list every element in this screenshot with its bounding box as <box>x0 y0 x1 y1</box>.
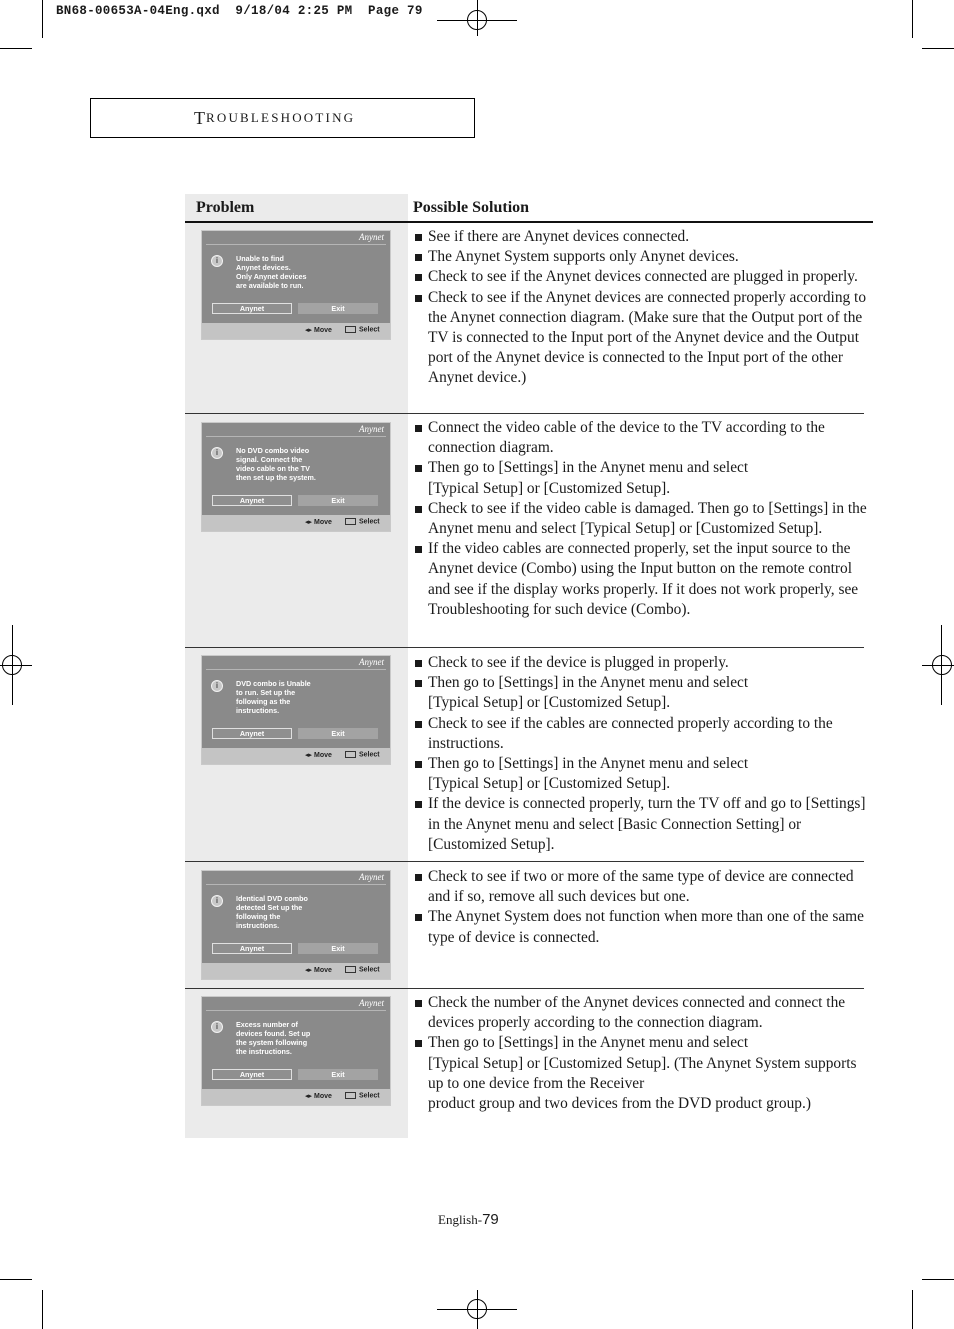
page-language: English- <box>438 1212 483 1227</box>
osd-message: DVD combo is Unable to run. Set up the following as the instructions. <box>236 679 311 716</box>
solution-item: Check the number of the Anynet devices connected and connect the devices properly according to the connection diagram. <box>414 993 874 1033</box>
osd-divider <box>206 884 386 885</box>
registration-line <box>941 625 942 705</box>
enter-icon <box>345 966 356 973</box>
solution-list <box>414 418 874 620</box>
osd-message: No DVD combo video signal. Connect the video cable on the TV then set up the system. <box>236 446 316 483</box>
page-number <box>438 1211 499 1228</box>
solution-item: Check to see if the video cable is damaged. Then go to [Settings] in the Anynet menu and select [Typical Setup] or [Customized Setup]. <box>414 499 874 539</box>
osd-footer <box>202 515 390 531</box>
crop-mark <box>0 48 32 49</box>
osd-select-hint: Select <box>345 326 380 333</box>
osd-move-hint: ◂▸ Move <box>305 519 332 526</box>
osd-exit-button: Exit <box>298 943 378 954</box>
solution-list <box>414 227 874 389</box>
solution-item: See if there are Anynet devices connected. <box>414 227 874 247</box>
section-title-initial: T <box>194 107 206 128</box>
osd-divider <box>206 244 386 245</box>
osd-exit-button: Exit <box>298 303 378 314</box>
registration-line <box>922 665 954 666</box>
osd-move-hint: ◂▸ Move <box>305 327 332 334</box>
crop-mark <box>42 0 43 38</box>
header-solution: Possible Solution <box>413 199 530 216</box>
osd-move-hint: ◂▸ Move <box>305 1093 332 1100</box>
section-title-rest: ROUBLESHOOTING <box>206 110 356 125</box>
table-row <box>185 414 873 648</box>
osd-divider <box>206 1010 386 1011</box>
table-row <box>185 862 873 989</box>
osd-footer <box>202 963 390 979</box>
table-row <box>185 223 873 414</box>
info-icon: i <box>211 680 223 692</box>
crop-mark <box>42 1290 43 1329</box>
osd-anynet-button: Anynet <box>212 1069 292 1080</box>
solution-item: If the video cables are connected properly, set the input source to the Anynet device (Combo) using the Input button on the remote control and see if the display works properly. If it does not work properly, see Troubleshooting for such device (Combo). <box>414 539 874 620</box>
crop-mark <box>922 48 954 49</box>
solution-item: Then go to [Settings] in the Anynet menu and select [Typical Setup] or [Customized Setup]. (The Anynet System supports up to one device from the Receiver product group and two devices from the DVD product group.) <box>414 1033 874 1114</box>
solution-item: If the device is connected properly, turn the TV off and go to [Settings] in the Anynet menu and select [Basic Connection Setting] or [Customized Setup]. <box>414 794 874 855</box>
osd-screen <box>201 230 391 340</box>
solution-item: Check to see if the cables are connected properly according to the instructions. <box>414 714 874 754</box>
osd-message: Excess number of devices found. Set up the system following the instructions. <box>236 1020 311 1057</box>
registration-line <box>0 665 32 666</box>
osd-anynet-button: Anynet <box>212 728 292 739</box>
solution-list <box>414 867 874 948</box>
enter-icon <box>345 751 356 758</box>
osd-screen <box>201 996 391 1106</box>
anynet-logo: Anynet <box>359 998 384 1008</box>
page-number-value: 79 <box>482 1211 499 1228</box>
osd-anynet-button: Anynet <box>212 943 292 954</box>
anynet-logo: Anynet <box>359 232 384 242</box>
osd-footer <box>202 1089 390 1105</box>
enter-icon <box>345 326 356 333</box>
solution-item: The Anynet System does not function when more than one of the same type of device is connected. <box>414 907 874 947</box>
solution-item: Connect the video cable of the device to the TV according to the connection diagram. <box>414 418 874 458</box>
solution-item: Then go to [Settings] in the Anynet menu and select [Typical Setup] or [Customized Setup]. <box>414 458 874 498</box>
table-header <box>185 194 873 223</box>
registration-line <box>477 0 478 36</box>
solution-item: Check to see if the device is plugged in properly. <box>414 653 874 673</box>
osd-anynet-button: Anynet <box>212 303 292 314</box>
osd-select-hint: Select <box>345 966 380 973</box>
osd-footer <box>202 323 390 339</box>
crop-mark <box>0 1279 32 1280</box>
osd-message: Identical DVD combo detected Set up the following the instructions. <box>236 894 308 931</box>
anynet-logo: Anynet <box>359 657 384 667</box>
osd-select-hint: Select <box>345 751 380 758</box>
solution-item: Check to see if two or more of the same type of device are connected and if so, remove all such devices but one. <box>414 867 874 907</box>
solution-item: Then go to [Settings] in the Anynet menu and select [Typical Setup] or [Customized Setup]. <box>414 754 874 794</box>
osd-message: Unable to find Anynet devices. Only Anynet devices are available to run. <box>236 254 307 291</box>
info-icon: i <box>211 255 223 267</box>
solution-item: Then go to [Settings] in the Anynet menu and select [Typical Setup] or [Customized Setup]. <box>414 673 874 713</box>
registration-line <box>477 1290 478 1329</box>
table-row <box>185 648 873 862</box>
solution-item: Check to see if the Anynet devices connected are plugged in properly. <box>414 267 874 287</box>
osd-exit-button: Exit <box>298 728 378 739</box>
enter-icon <box>345 1092 356 1099</box>
osd-divider <box>206 669 386 670</box>
solution-list <box>414 993 874 1114</box>
osd-anynet-button: Anynet <box>212 495 292 506</box>
troubleshooting-table <box>185 194 873 1113</box>
osd-move-hint: ◂▸ Move <box>305 752 332 759</box>
osd-exit-button: Exit <box>298 1069 378 1080</box>
crop-mark <box>912 0 913 38</box>
crop-mark <box>922 1279 954 1280</box>
osd-divider <box>206 436 386 437</box>
print-slug: BN68-00653A-04Eng.qxd 9/18/04 2:25 PM Page 79 <box>56 4 423 18</box>
info-icon: i <box>211 895 223 907</box>
osd-screen <box>201 422 391 532</box>
info-icon: i <box>211 1021 223 1033</box>
osd-footer <box>202 748 390 764</box>
solution-list <box>414 653 874 855</box>
crop-mark <box>912 1290 913 1329</box>
osd-move-hint: ◂▸ Move <box>305 967 332 974</box>
anynet-logo: Anynet <box>359 872 384 882</box>
header-problem: Problem <box>196 199 255 216</box>
solution-item: Check to see if the Anynet devices are connected properly according to the Anynet connection diagram. (Make sure that the Output port of the TV is connected to the Input port of the Anynet device and the Output port of the Anynet device is connected to the Input port of the other Anynet device.) <box>414 288 874 389</box>
registration-line <box>12 625 13 705</box>
osd-select-hint: Select <box>345 1092 380 1099</box>
osd-screen <box>201 655 391 765</box>
table-row <box>185 989 873 1138</box>
osd-select-hint: Select <box>345 518 380 525</box>
osd-exit-button: Exit <box>298 495 378 506</box>
solution-item: The Anynet System supports only Anynet devices. <box>414 247 874 267</box>
anynet-logo: Anynet <box>359 424 384 434</box>
osd-screen <box>201 870 391 980</box>
section-title <box>90 98 475 138</box>
info-icon: i <box>211 447 223 459</box>
enter-icon <box>345 518 356 525</box>
